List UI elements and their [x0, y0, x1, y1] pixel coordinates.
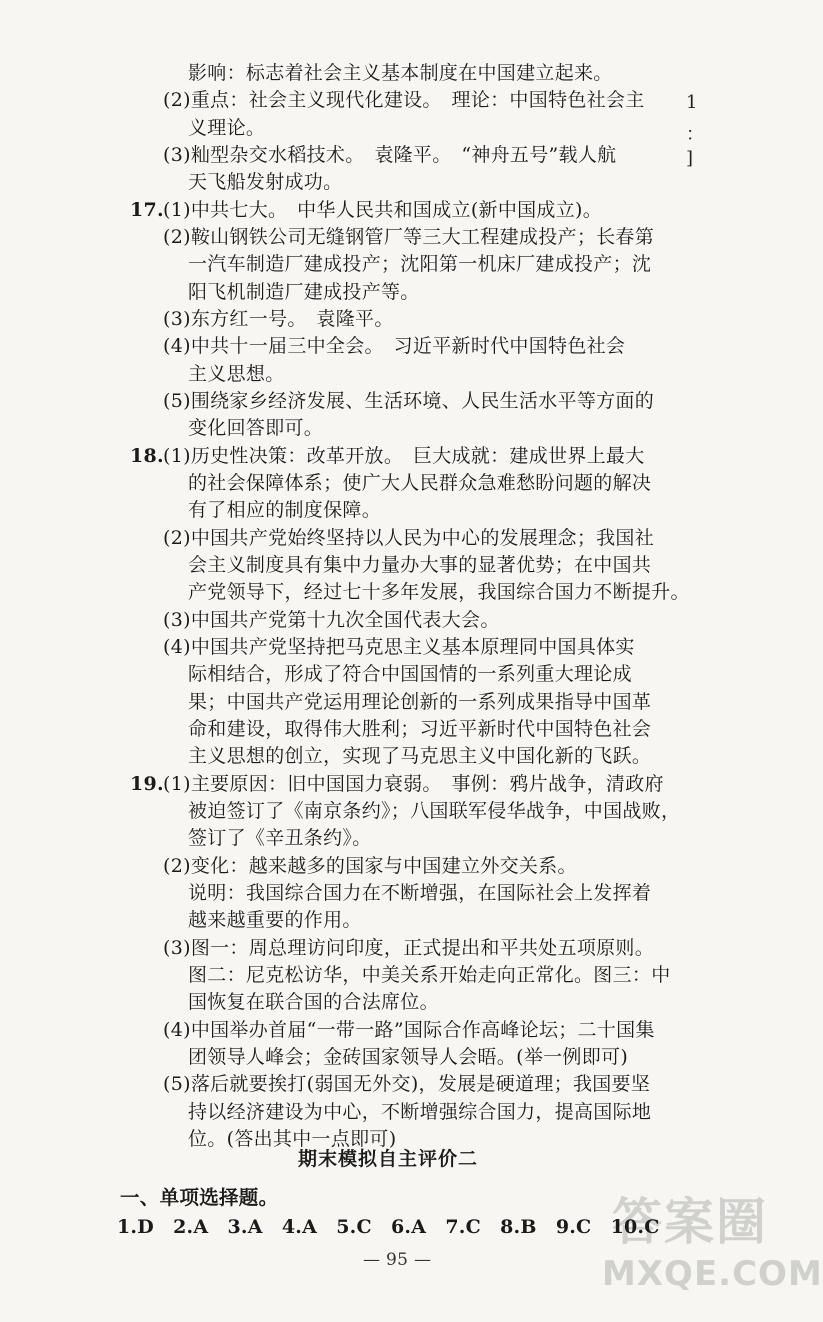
text-line: (1)中共七大。 中华人民共和国成立(新中国成立)。 [163, 199, 603, 221]
answers-row: 1.D 2.A 3.A 4.A 5.C 6.A 7.C 8.B 9.C 10.C [117, 1216, 660, 1238]
text-line: 越来越重要的作用。 [188, 909, 362, 931]
text-line: 会主义制度具有集中力量办大事的显著优势；在中国共 [188, 554, 652, 576]
watermark [602, 1192, 823, 1310]
text-line: (4)中共十一届三中全会。 习近平新时代中国特色社会 [163, 335, 626, 357]
question-number: 19. [130, 773, 164, 795]
text-line: 一汽车制造厂建成投产；沈阳第一机床厂建成投产；沈 [188, 253, 652, 275]
text-line: 主义思想的创立，实现了马克思主义中国化新的飞跃。 [188, 745, 652, 767]
text-line: (3)图一：周总理访问印度，正式提出和平共处五项原则。 [163, 937, 655, 959]
text-line: 国恢复在联合国的合法席位。 [188, 991, 439, 1013]
text-line: 义理论。 [188, 117, 266, 139]
text-line: 阳飞机制造厂建成投产等。 [188, 281, 420, 303]
text-line: (3)东方红一号。 袁隆平。 [163, 308, 394, 330]
edge-mark: 1 [686, 92, 698, 113]
text-line: 持以经济建设为中心，不断增强综合国力，提高国际地 [188, 1101, 652, 1123]
section-heading: 一、单项选择题。 [120, 1186, 279, 1209]
text-line: (1)历史性决策：改革开放。 巨大成就：建成世界上最大 [163, 445, 645, 467]
text-line: 产党领导下，经过七十多年发展，我国综合国力不断提升。 [188, 581, 690, 603]
text-line: 命和建设，取得伟大胜利；习近平新时代中国特色社会 [188, 718, 652, 740]
text-line: 果；中国共产党运用理论创新的一系列成果指导中国革 [188, 691, 652, 713]
text-line: (2)重点：社会主义现代化建设。 理论：中国特色社会主 [163, 89, 645, 111]
text-line: 的社会保障体系；使广大人民群众急难愁盼问题的解决 [188, 472, 652, 494]
text-line: (1)主要原因：旧中国国力衰弱。 事例：鸦片战争，清政府 [163, 773, 664, 795]
text-line: 变化回答即可。 [188, 417, 324, 439]
text-line: 签订了《辛丑条约》。 [188, 827, 372, 849]
text-line: 位。(答出其中一点即可) [188, 1128, 397, 1150]
text-line: 图二：尼克松访华，中美关系开始走向正常化。图三：中 [188, 964, 671, 986]
text-line: 际相结合，形成了符合中国国情的一系列重大理论成 [188, 663, 632, 685]
text-line: 有了相应的制度保障。 [188, 499, 382, 521]
text-line: (5)落后就要挨打(弱国无外交)，发展是硬道理；我国要坚 [163, 1073, 651, 1095]
page-number: — 95 — [363, 1250, 432, 1270]
text-line: 天飞船发射成功。 [188, 171, 343, 193]
text-line: (5)围绕家乡经济发展、生活环境、人民生活水平等方面的 [163, 390, 655, 412]
edge-mark: ] [686, 148, 694, 169]
text-line: (2)中国共产党始终坚持以人民为中心的发展理念；我国社 [163, 527, 655, 549]
text-line: 团领导人峰会；金砖国家领导人会晤。(举一例即可) [188, 1046, 629, 1068]
text-line: (2)鞍山钢铁公司无缝钢管厂等三大工程建成投产；长春第 [163, 226, 655, 248]
question-number: 18. [130, 445, 164, 467]
question-number: 17. [130, 199, 164, 221]
text-line: 影响：标志着社会主义基本制度在中国建立起来。 [188, 62, 613, 84]
text-line: (2)变化：越来越多的国家与中国建立外交关系。 [163, 855, 577, 877]
section-title: 期末模拟自主评价二 [298, 1148, 479, 1170]
text-line: (3)中国共产党第十九次全国代表大会。 [163, 609, 500, 631]
text-line: 说明：我国综合国力在不断增强，在国际社会上发挥着 [188, 882, 652, 904]
edge-mark: ： [686, 124, 704, 145]
text-line: (4)中国举办首届“一带一路”国际合作高峰论坛；二十国集 [163, 1019, 655, 1041]
watermark-logo: 答案圈 [612, 1192, 768, 1251]
text-line: (3)籼型杂交水稻技术。 袁隆平。 “神舟五号”载人航 [163, 144, 617, 166]
text-line: (4)中国共产党坚持把马克思主义基本原理同中国具体实 [163, 636, 635, 658]
text-line: 被迫签订了《南京条约》；八国联军侵华战争，中国战败， [188, 800, 681, 822]
text-line: 主义思想。 [188, 363, 285, 385]
watermark-url: MXQE.COM [602, 1254, 823, 1294]
